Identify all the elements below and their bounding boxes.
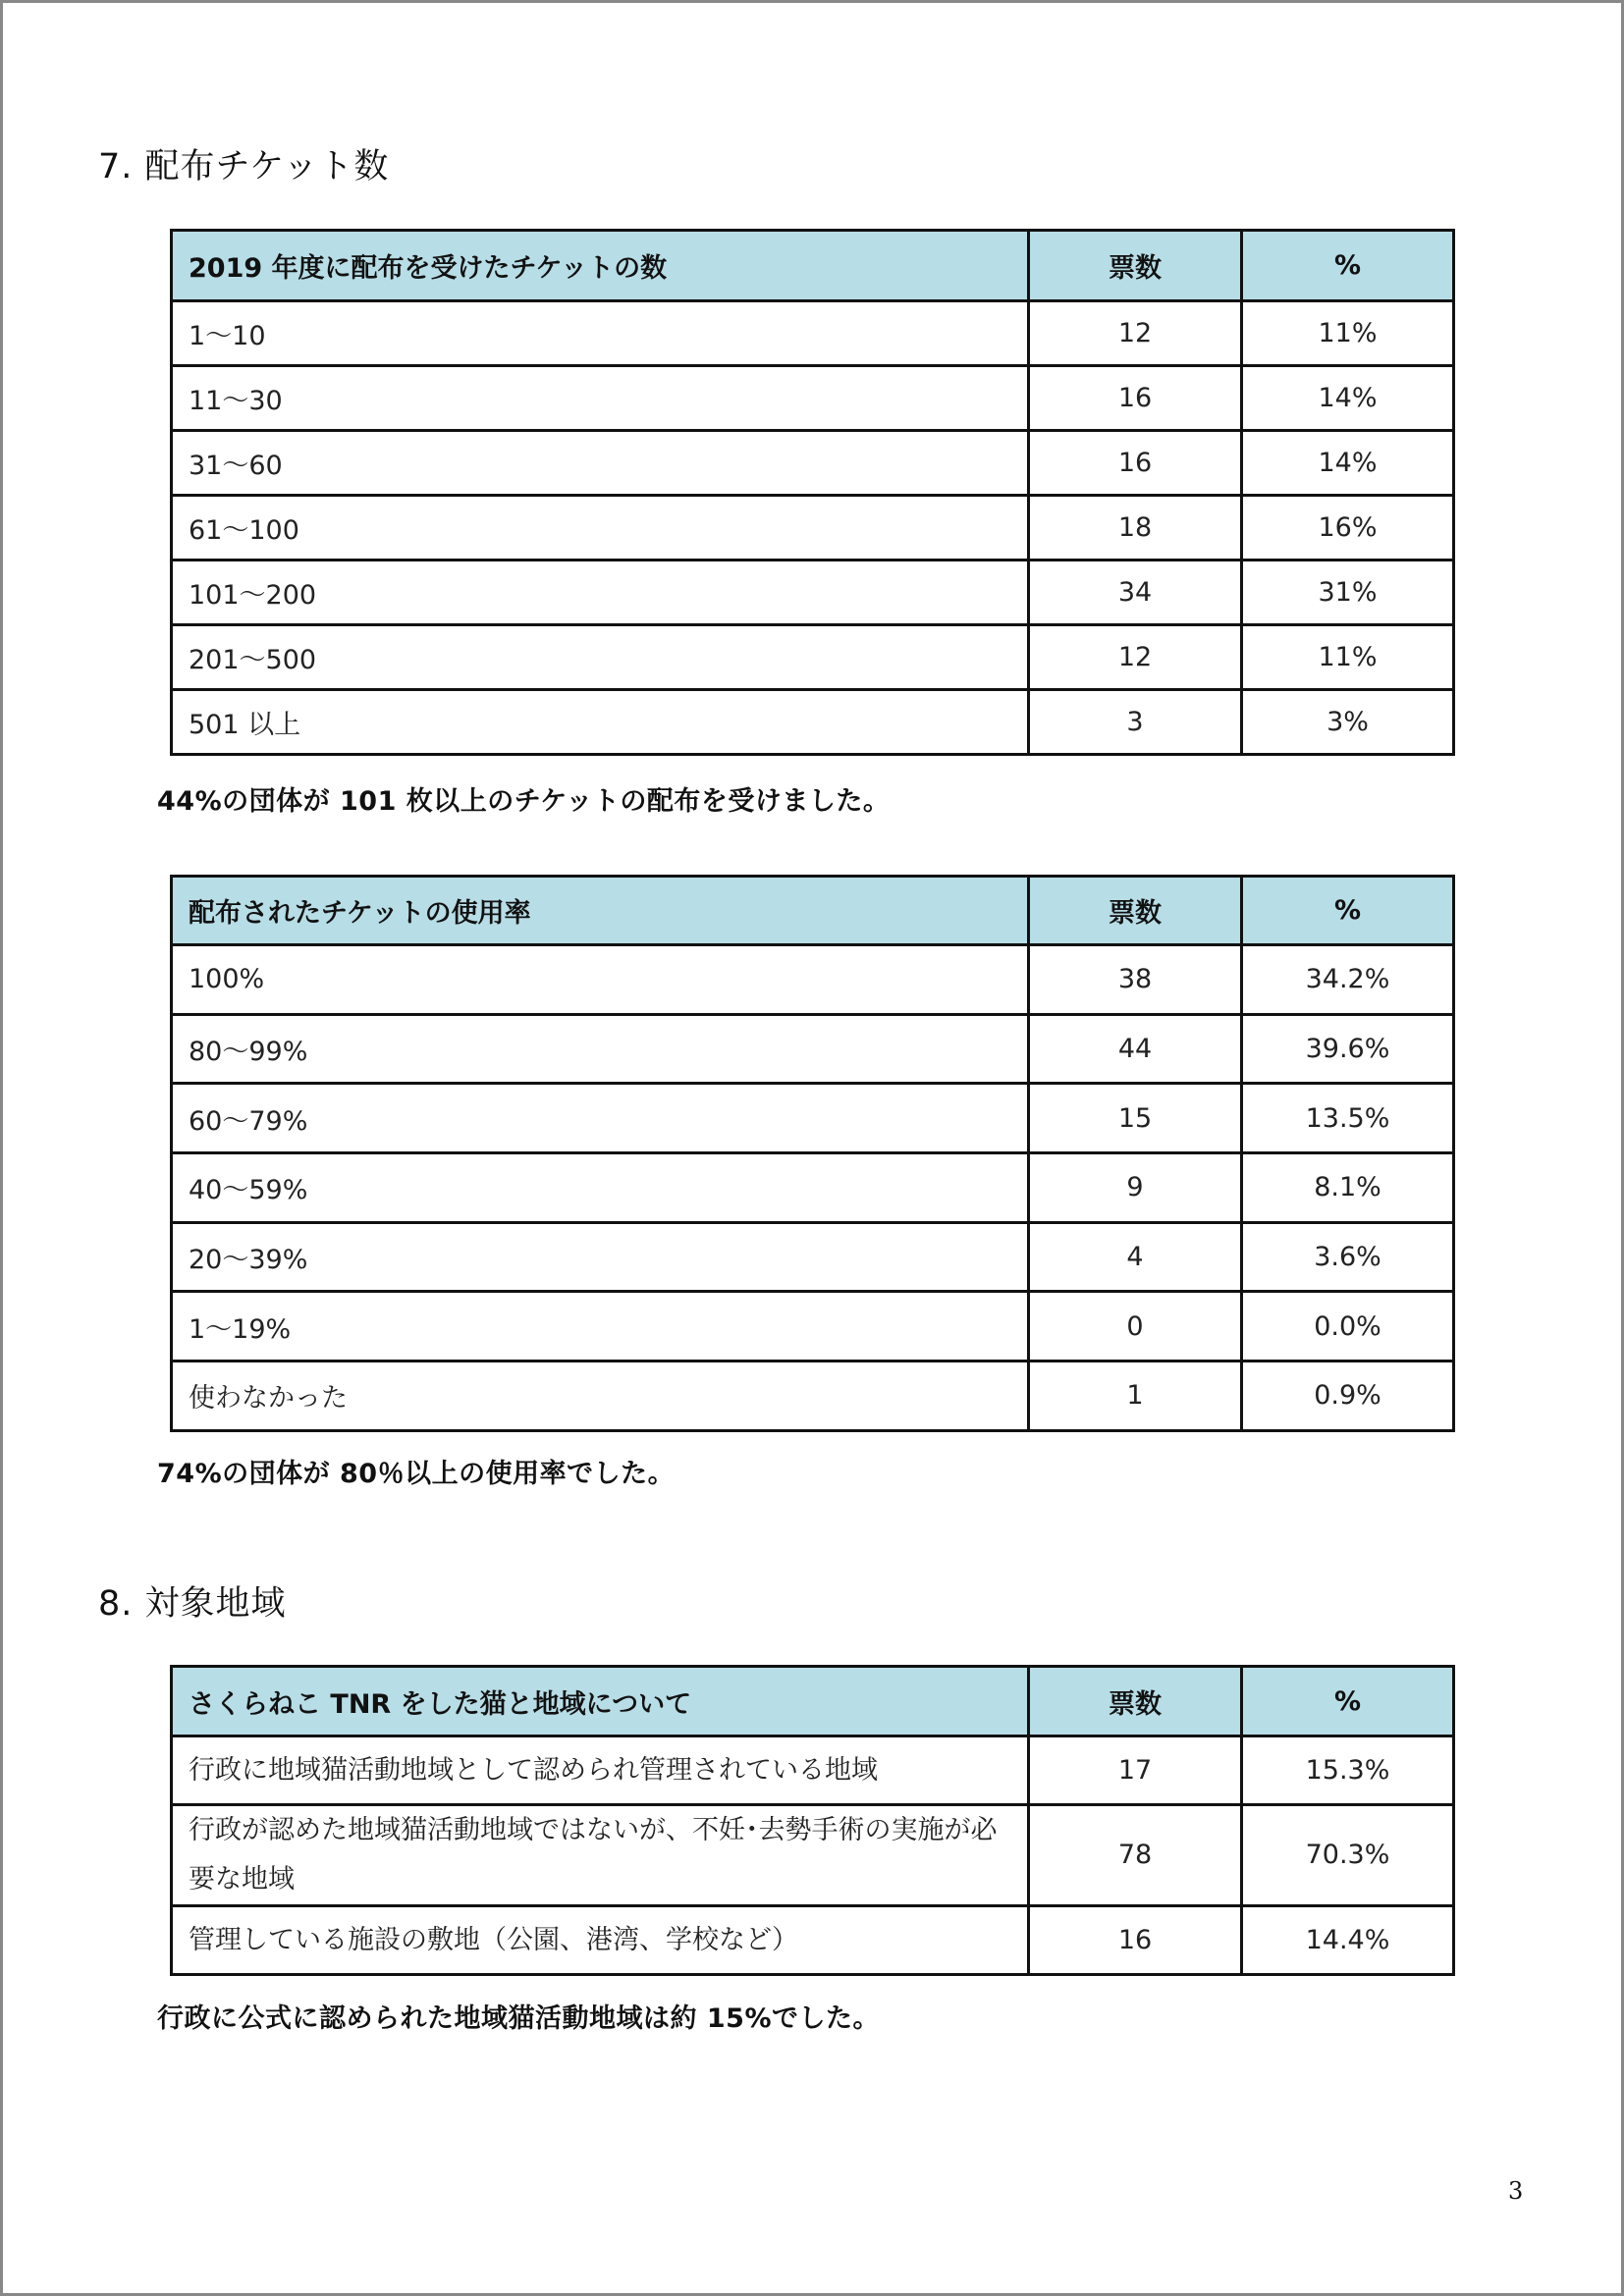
cell-percent: 8.1% (1242, 1153, 1454, 1223)
cell-votes: 16 (1029, 431, 1242, 496)
cell-percent: 3.6% (1242, 1222, 1454, 1292)
table-row (172, 1153, 1454, 1223)
cell-percent: 14% (1242, 366, 1454, 431)
table-header-row (172, 877, 1454, 945)
table-row (172, 366, 1454, 431)
cell-votes: 17 (1029, 1736, 1242, 1805)
column-header-votes: 票数 (1029, 877, 1242, 945)
cell-votes: 12 (1029, 301, 1242, 366)
cell-usage-rate: 80～99% (172, 1014, 1029, 1084)
cell-percent: 11% (1242, 625, 1454, 690)
section-heading-ticket-count: 7. 配布チケット数 (98, 147, 390, 187)
cell-usage-rate: 20～39% (172, 1222, 1029, 1292)
column-header-percent: % (1242, 877, 1454, 945)
cell-percent: 34.2% (1242, 945, 1454, 1015)
table-row (172, 1014, 1454, 1084)
ticket-usage-table (170, 875, 1455, 1432)
cell-votes: 16 (1029, 1906, 1242, 1975)
cell-votes: 44 (1029, 1014, 1242, 1084)
page-number: 3 (1508, 2177, 1524, 2205)
column-header-votes: 票数 (1029, 1667, 1242, 1736)
cell-category: 31～60 (172, 431, 1029, 496)
cell-votes: 4 (1029, 1222, 1242, 1292)
cell-percent: 0.0% (1242, 1292, 1454, 1362)
cell-category: 101～200 (172, 561, 1029, 625)
cell-votes: 15 (1029, 1084, 1242, 1153)
table-row (172, 561, 1454, 625)
cell-percent: 13.5% (1242, 1084, 1454, 1153)
cell-votes: 9 (1029, 1153, 1242, 1223)
table-row (172, 1222, 1454, 1292)
table-header-row (172, 1667, 1454, 1736)
cell-votes: 0 (1029, 1292, 1242, 1362)
cell-votes: 78 (1029, 1805, 1242, 1906)
table-row (172, 1736, 1454, 1805)
cell-percent: 3% (1242, 690, 1454, 755)
cell-votes: 1 (1029, 1362, 1242, 1431)
cell-category: 11～30 (172, 366, 1029, 431)
cell-category: 61～100 (172, 496, 1029, 561)
table-row (172, 431, 1454, 496)
cell-usage-rate: 1～19% (172, 1292, 1029, 1362)
section-heading-target-area: 8. 対象地域 (98, 1584, 287, 1624)
cell-category: 1～10 (172, 301, 1029, 366)
ticket-count-summary: 44%の団体が 101 枚以上のチケットの配布を受けました。 (157, 786, 891, 817)
cell-usage-rate: 使わなかった (172, 1362, 1029, 1431)
cell-percent: 14.4% (1242, 1906, 1454, 1975)
cell-votes: 16 (1029, 366, 1242, 431)
target-area-table (170, 1665, 1455, 1976)
cell-area: 管理している施設の敷地（公園、港湾、学校など） (172, 1906, 1029, 1975)
table-row (172, 945, 1454, 1015)
cell-votes: 34 (1029, 561, 1242, 625)
ticket-count-table (170, 229, 1455, 756)
cell-percent: 0.9% (1242, 1362, 1454, 1431)
table-row (172, 1084, 1454, 1153)
cell-category: 201～500 (172, 625, 1029, 690)
cell-percent: 11% (1242, 301, 1454, 366)
cell-percent: 14% (1242, 431, 1454, 496)
table-row (172, 1805, 1454, 1906)
column-header-usage-rate: 配布されたチケットの使用率 (172, 877, 1029, 945)
cell-votes: 18 (1029, 496, 1242, 561)
column-header-percent: % (1242, 231, 1454, 301)
cell-votes: 12 (1029, 625, 1242, 690)
ticket-usage-summary: 74%の団体が 80％以上の使用率でした。 (157, 1459, 676, 1489)
column-header-category: 2019 年度に配布を受けたチケットの数 (172, 231, 1029, 301)
table-row (172, 1292, 1454, 1362)
table-header-row (172, 231, 1454, 301)
cell-percent: 15.3% (1242, 1736, 1454, 1805)
table-row (172, 690, 1454, 755)
cell-usage-rate: 40～59% (172, 1153, 1029, 1223)
cell-area: 行政に地域猫活動地域として認められ管理されている地域 (172, 1736, 1029, 1805)
cell-percent: 39.6% (1242, 1014, 1454, 1084)
cell-percent: 70.3% (1242, 1805, 1454, 1906)
column-header-percent: % (1242, 1667, 1454, 1736)
cell-usage-rate: 60～79% (172, 1084, 1029, 1153)
cell-votes: 3 (1029, 690, 1242, 755)
cell-percent: 16% (1242, 496, 1454, 561)
cell-votes: 38 (1029, 945, 1242, 1015)
cell-area: 行政が認めた地域猫活動地域ではないが、不妊･去勢手術の実施が必要な地域 (172, 1805, 1029, 1906)
cell-usage-rate: 100% (172, 945, 1029, 1015)
target-area-summary: 行政に公式に認められた地域猫活動地域は約 15%でした。 (157, 2003, 881, 2034)
table-row (172, 301, 1454, 366)
column-header-votes: 票数 (1029, 231, 1242, 301)
table-row (172, 625, 1454, 690)
cell-category: 501 以上 (172, 690, 1029, 755)
cell-percent: 31% (1242, 561, 1454, 625)
table-row (172, 1362, 1454, 1431)
table-row (172, 496, 1454, 561)
column-header-area: さくらねこ TNR をした猫と地域について (172, 1667, 1029, 1736)
table-row (172, 1906, 1454, 1975)
